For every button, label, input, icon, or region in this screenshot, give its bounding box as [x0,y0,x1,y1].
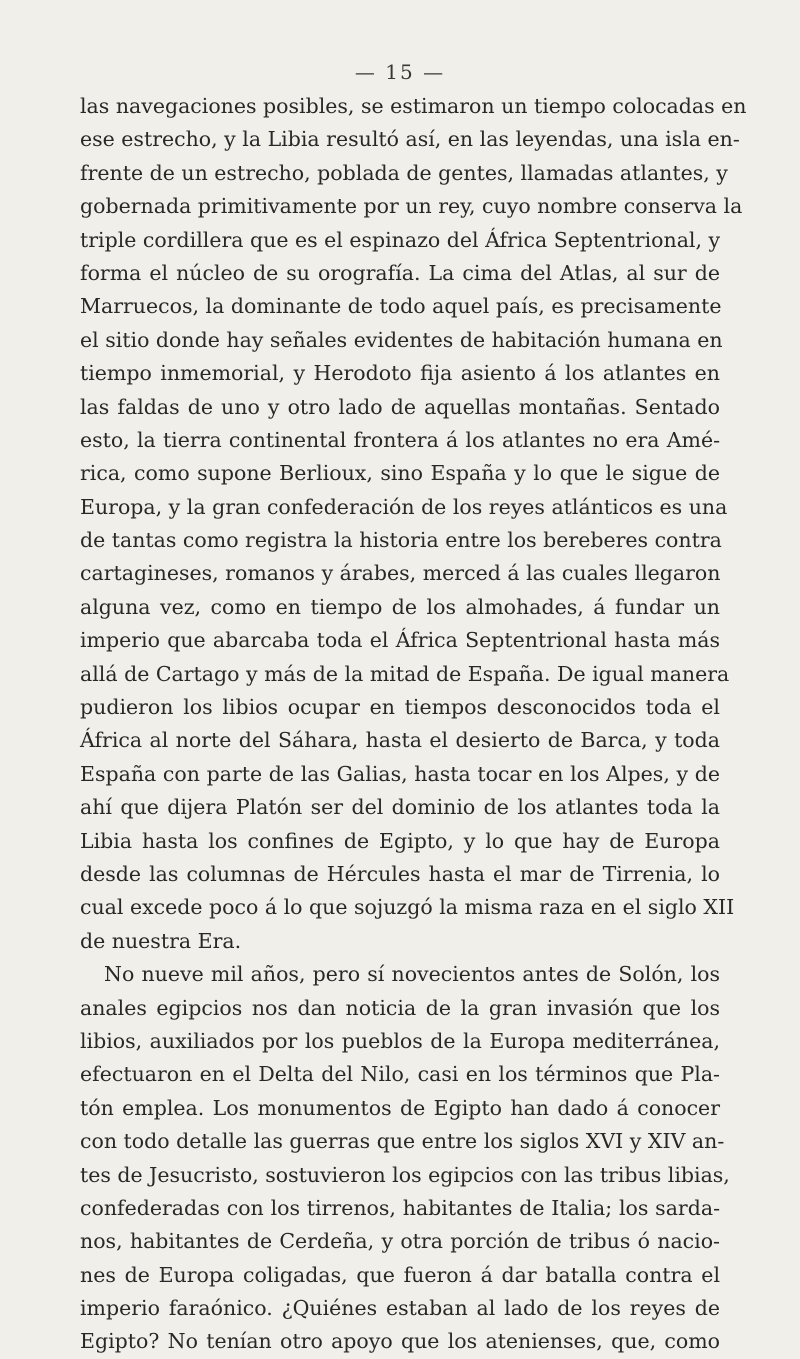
page-number: — 15 — [354,60,446,84]
text-line: libios, auxiliados por los pueblos de la Europa mediterránea, [80,1028,720,1053]
text-line: ese estrecho, y la Libia resultó así, en las leyendas, una isla en- [80,127,740,152]
text-line: alguna vez, como en tiempo de los almohades, á fundar un [80,594,720,619]
text-line: ahí que dijera Platón ser del dominio de los atlantes toda la [80,795,720,820]
text-line: allá de Cartago y más de la mitad de España. De igual manera [80,661,730,686]
text-line: España con parte de las Galias, hasta tocar en los Alpes, y de [80,761,720,786]
text-line: forma el núcleo de su orografía. La cima del Atlas, al sur de [80,260,720,285]
text-line: rica, como supone Berlioux, sino España y lo que le sigue de [80,461,720,486]
text-line: pudieron los libios ocupar en tiempos desconocidos toda el [80,695,720,720]
text-line: confederadas con los tirrenos, habitantes de Italia; los sarda- [80,1195,720,1220]
text-line: Europa, y la gran confederación de los reyes atlánticos es una [80,494,728,519]
text-line: imperio que abarcaba toda el África Septentrional hasta más [80,628,720,653]
text-line: tes de Jesucristo, sostuvieron los egipcios con las tribus libias, [80,1162,730,1187]
text-line: nos, habitantes de Cerdeña, y otra porción de tribus ó nacio- [80,1229,720,1254]
text-line: No nueve mil años, pero sí novecientos antes de Solón, los [104,962,720,987]
text-line: triple cordillera que es el espinazo del África Septentrional, y [80,227,721,252]
text-line: Egipto? No tenían otro apoyo que los atenienses, que, como [80,1329,720,1354]
text-line: las navegaciones posibles, se estimaron un tiempo colocadas en [80,94,747,118]
text-line: desde las columnas de Hércules hasta el mar de Tirrenia, lo [80,861,720,886]
text-line: Marruecos, la dominante de todo aquel país, es precisamente [80,294,722,319]
text-line: cual excede poco á lo que sojuzgó la misma raza en el siglo XII [80,895,735,920]
text-line: imperio faraónico. ¿Quiénes estaban al lado de los reyes de [80,1296,720,1321]
text-line: gobernada primitivamente por un rey, cuyo nombre conserva la [80,194,743,219]
text-line: anales egipcios nos dan noticia de la gran invasión que los [80,995,720,1020]
body-text [80,90,747,1359]
text-line: las faldas de uno y otro lado de aquellas montañas. Sentado [80,394,720,419]
text-line: de nuestra Era. [80,928,242,953]
text-line: el sitio donde hay señales evidentes de habitación humana en [80,327,723,352]
text-line: Libia hasta los confines de Egipto, y lo que hay de Europa [80,828,720,853]
text-line: tiempo inmemorial, y Herodoto fija asiento á los atlantes en [80,361,720,386]
text-line: tón emplea. Los monumentos de Egipto han dado á conocer [80,1095,720,1120]
text-line: África al norte del Sáhara, hasta el desierto de Barca, y toda [80,728,720,753]
text-line: con todo detalle las guerras que entre los siglos XVI y XIV an- [80,1129,725,1154]
text-line: nes de Europa coligadas, que fueron á dar batalla contra el [80,1262,720,1287]
text-line: esto, la tierra continental frontera á los atlantes no era Amé- [80,427,720,452]
text-line: de tantas como registra la historia entre los bereberes contra [80,528,722,553]
text-line: efectuaron en el Delta del Nilo, casi en los términos que Pla- [80,1062,720,1087]
text-line: cartagineses, romanos y árabes, merced á las cuales llegaron [80,561,721,586]
text-line: frente de un estrecho, poblada de gentes, llamadas atlantes, y [80,160,728,185]
